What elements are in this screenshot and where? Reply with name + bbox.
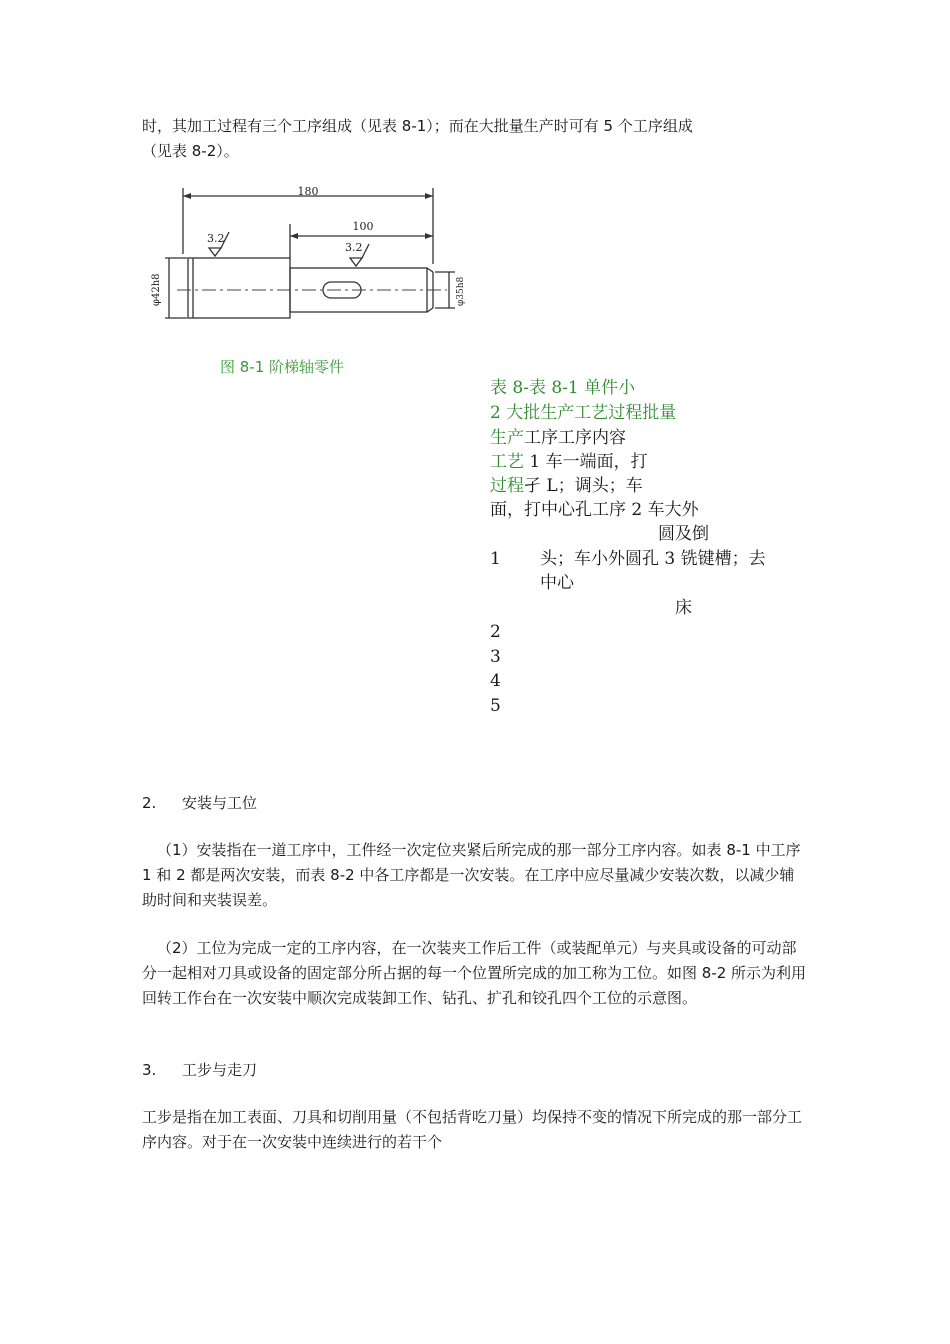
table-num-3: 3	[490, 647, 501, 667]
table-line-5-green: 过程	[490, 476, 524, 496]
dim-100-label: 100	[352, 220, 374, 233]
section-2-para-1: （1）安装指在一道工序中，工件经一次定位夹紧后所完成的那一部分工序内容。如表 8-1 中工序 1 和 2 都是两次安装，而表 8-2 中各工序都是一次安装。在工序中应尽量减少安装次数，以减少辅助时间和夹装误差。	[142, 841, 801, 909]
table-line-9: 中心	[540, 573, 574, 593]
section-3-heading	[142, 1058, 257, 1083]
section-3-title: 工步与走刀	[182, 1061, 258, 1079]
table-num-4: 4	[490, 671, 501, 691]
section-2-heading	[142, 791, 257, 816]
table-line-8-num: 1	[490, 549, 501, 569]
table-num-2: 2	[490, 622, 501, 642]
table-num-5: 5	[490, 696, 501, 716]
table-line-8-text: 头；车小外圆孔 3 铣键槽；去	[540, 549, 766, 569]
section-2-para-2: （2）工位为完成一定的工序内容，在一次装夹工作后工件（或装配单元）与夹具或设备的可动部分一起相对刀具或设备的固定部分所占据的每一个位置所完成的加工称为工位。如图 8-2 所示为利用回转工作台在一次安装中顺次完成装卸工作、钻孔、扩孔和铰孔四个工位的示意图。	[142, 939, 807, 1007]
dia-left-label: φ42h8	[151, 273, 162, 306]
table-line-3-rest: 工序工序内容	[524, 428, 626, 448]
table-line-4	[490, 450, 648, 475]
table-line-2: 2 大批生产工艺过程批量	[490, 403, 677, 423]
section-2-title: 安装与工位	[182, 794, 258, 812]
table-line-1: 表 8-表 8-1 单件小	[490, 378, 636, 398]
table-line-5	[490, 474, 643, 499]
table-line-4-rest: 1 车一端面，打	[524, 452, 648, 472]
section-3-number: 3.	[142, 1061, 157, 1079]
figure-caption: 图 8-1 阶梯轴零件	[220, 358, 345, 376]
table-line-3	[490, 426, 626, 451]
section-3-para-1: 工步是指在加工表面、刀具和切削用量（不包括背吃刀量）均保持不变的情况下所完成的那一部分工序内容。对于在一次安装中连续进行的若干个	[142, 1108, 803, 1151]
dim-180-label: 180	[297, 185, 319, 198]
stepped-shaft-figure	[137, 184, 470, 366]
table-line-6: 面，打中心孔工序 2 车大外	[490, 500, 699, 520]
intro-line-1: 时，其加工过程有三个工序组成（见表 8-1）；而在大批量生产时可有 5 个工序组成	[142, 117, 693, 135]
dia-right-label: φ35h8	[456, 276, 466, 306]
table-line-7: 圆及倒	[658, 524, 709, 544]
intro-line-2: （见表 8-2）。	[142, 142, 239, 160]
section-2-number: 2.	[142, 794, 157, 812]
roughness-right-label: 3.2	[345, 241, 363, 254]
roughness-left-label: 3.2	[207, 232, 225, 245]
table-line-5-rest: 孑 L；调头；车	[524, 476, 643, 496]
table-line-4-green: 工艺	[490, 452, 524, 472]
table-line-3-green: 生产	[490, 428, 524, 448]
table-line-10: 床	[675, 598, 692, 618]
